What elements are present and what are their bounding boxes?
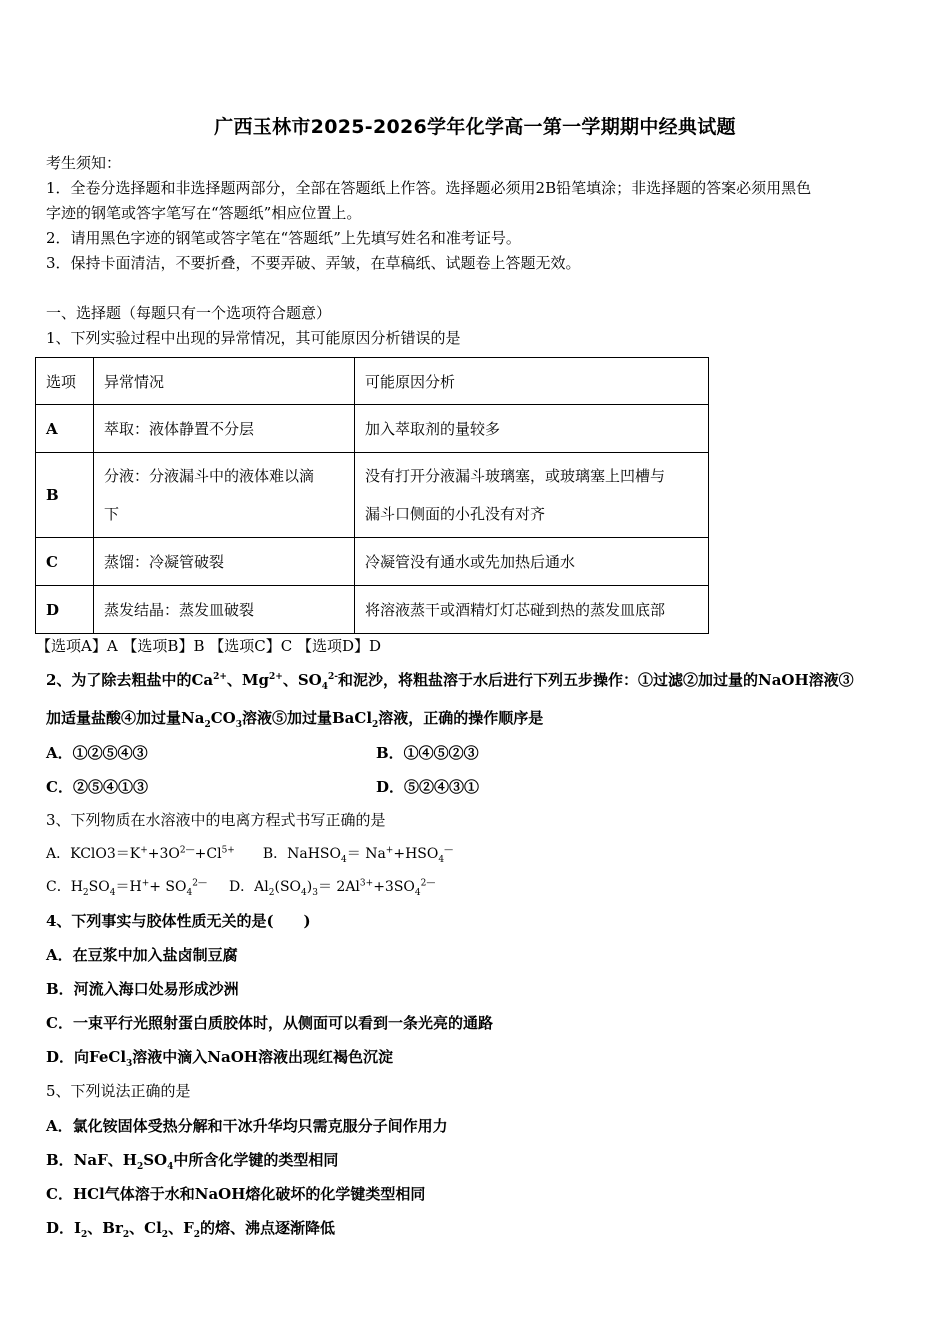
- q5-option-a: A．氯化铵固体受热分解和干冰升华均只需克服分子间作用力: [46, 1117, 448, 1135]
- q3-options-cd: [46, 877, 435, 897]
- q1-choices: 【选项A】A 【选项B】B 【选项C】C 【选项D】D: [36, 637, 382, 655]
- q4-stem: 4、下列事实与胶体性质无关的是( ): [46, 912, 311, 930]
- cause-line-2: 漏斗口侧面的小孔没有对齐: [365, 505, 546, 523]
- row-cause: 加入萃取剂的量较多: [355, 405, 709, 453]
- q5-stem: 5、下列说法正确的是: [46, 1082, 191, 1100]
- row-phenomenon: 蒸发结晶：蒸发皿破裂: [94, 586, 355, 634]
- notice-heading: 考生须知：: [46, 154, 122, 172]
- q1-stem: 1、下列实验过程中出现的异常情况，其可能原因分析错误的是: [46, 329, 461, 347]
- q4-option-b: B．河流入海口处易形成沙洲: [46, 980, 239, 998]
- row-cause: [355, 453, 709, 538]
- notice-item-2: 2．请用黑色字迹的钢笔或答字笔在“答题纸”上先填写姓名和准考证号。: [46, 229, 521, 247]
- notice-item-1-cont: 字迹的钢笔或答字笔写在“答题纸”相应位置上。: [46, 204, 362, 222]
- row-cause: 冷凝管没有通水或先加热后通水: [355, 538, 709, 586]
- q4-option-a: A．在豆浆中加入盐卤制豆腐: [46, 946, 238, 964]
- table-row: [36, 538, 709, 586]
- row-option: B: [36, 453, 94, 538]
- row-option: D: [36, 586, 94, 634]
- q3-option-a: A．$KClO3=K^++3O^{2—}+Cl^{5+}$: [46, 845, 235, 862]
- q3-stem: 3、下列物质在水溶液中的电离方程式书写正确的是: [46, 811, 386, 829]
- row-option: A: [36, 405, 94, 453]
- q3-option-c: C．$H_2SO_4=H^++ SO_4^{2—}$: [46, 878, 207, 898]
- section-heading: 一、选择题（每题只有一个选项符合题意）: [46, 304, 332, 322]
- q4-option-c: C．一束平行光照射蛋白质胶体时，从侧面可以看到一条光亮的通路: [46, 1014, 493, 1032]
- q1-table: [35, 357, 709, 634]
- phenomenon-line-2: 下: [104, 505, 120, 523]
- notice-item-1: 1．全卷分选择题和非选择题两部分，全部在答题纸上作答。选择题必须用2B铅笔填涂；非选择题的答案必须用黑色: [46, 179, 812, 197]
- row-phenomenon: [94, 453, 355, 538]
- q4-option-d: D．向FeCl$_3$溶液中滴入NaOH溶液出现红褐色沉淀: [46, 1048, 393, 1069]
- q3-option-d: D．$Al_2(SO_4)_3= 2Al^{3+}+3SO_4^{2—}$: [228, 878, 436, 898]
- q3-options-ab: [46, 844, 453, 864]
- table-row: [36, 586, 709, 634]
- q2-stem-line-2: 加适量盐酸④加过量$Na_2CO_3$溶液⑤加过量BaCl$_2$溶液，正确的操作顺序是: [46, 709, 544, 730]
- table-header-row: [36, 358, 709, 405]
- table-row: [36, 405, 709, 453]
- phenomenon-line-1: 分液：分液漏斗中的液体难以滴: [104, 467, 315, 485]
- q5-option-b: B．NaF、$H_2SO_4$中所含化学键的类型相同: [46, 1151, 339, 1172]
- header-phenomenon: 异常情况: [94, 358, 355, 405]
- notice-item-3: 3．保持卡面清洁，不要折叠，不要弄破、弄皱，在草稿纸、试题卷上答题无效。: [46, 254, 581, 272]
- row-phenomenon: 蒸馏：冷凝管破裂: [94, 538, 355, 586]
- header-cause: 可能原因分析: [355, 358, 709, 405]
- table-row: [36, 453, 709, 538]
- row-option: C: [36, 538, 94, 586]
- cause-line-1: 没有打开分液漏斗玻璃塞，或玻璃塞上凹槽与: [365, 467, 666, 485]
- page-title: 广西玉林市2025-2026学年化学高一第一学期期中经典试题: [214, 116, 736, 138]
- q2-option-d: D．⑤②④③①: [376, 778, 480, 796]
- q5-option-d: D．$I_2$、$Br_2$、$Cl_2$、$F_2$的熔、沸点逐渐降低: [46, 1219, 335, 1240]
- q5-option-c: C．HCl气体溶于水和NaOH熔化破坏的化学键类型相同: [46, 1185, 426, 1203]
- q2-option-c: C．②⑤④①③: [46, 778, 148, 796]
- row-cause: 将溶液蒸干或酒精灯灯芯碰到热的蒸发皿底部: [355, 586, 709, 634]
- q2-stem-line-1: 2、为了除去粗盐中的$Ca^{2+}$、$Mg^{2+}$、$SO_4^{2-}$和泥沙，将粗盐溶于水后进行下列五步操作：①过滤②加过量的NaOH溶液③: [46, 671, 854, 692]
- q2-option-a: A．①②⑤④③: [46, 744, 148, 762]
- row-phenomenon: 萃取：液体静置不分层: [94, 405, 355, 453]
- header-option: 选项: [36, 358, 94, 405]
- q3-option-b: B．NaHSO$_4$＝ $Na^++HSO_4^—$: [262, 845, 454, 865]
- q2-option-b: B．①④⑤②③: [376, 744, 479, 762]
